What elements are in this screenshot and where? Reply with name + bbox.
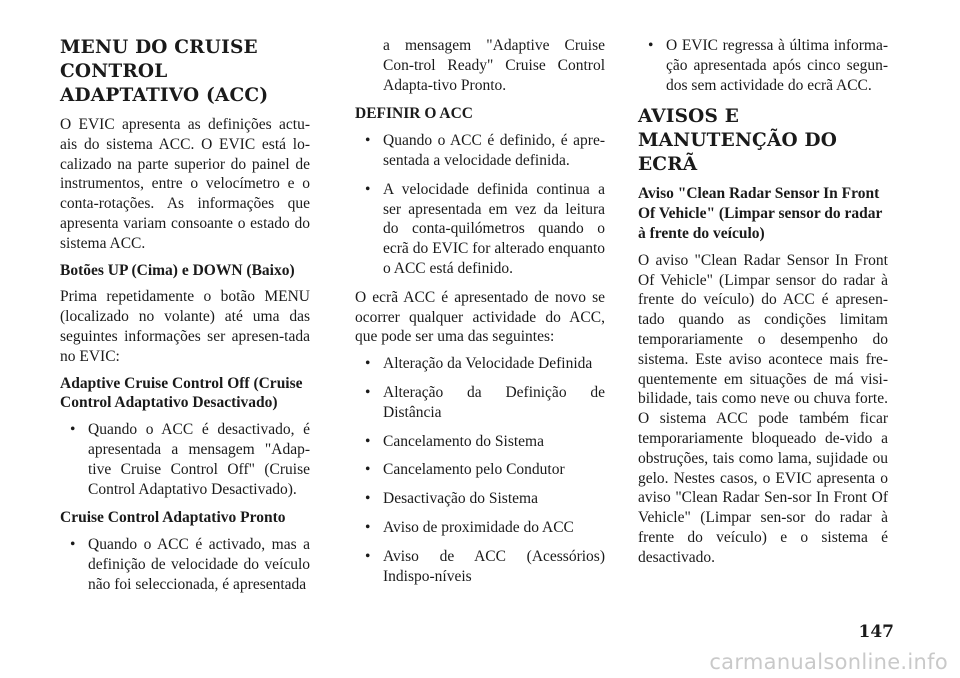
acc-activity-list [355,354,605,586]
list-item: • Alteração da Velocidade Definida [355,354,605,374]
list-item: • A velocidade definida continua a ser apresentada em vez da leitura do conta-quilómetros quando o ecrã do EVIC for alterado enquanto o ACC está definido. [355,180,605,279]
list-item: • Quando o ACC é activado, mas a definição de velocidade do veículo não foi seleccionada, é apresentada [60,535,310,594]
list-item: • O EVIC regressa à última informa-ção apresentada após cinco segun-dos sem actividade do ecrã ACC. [638,36,888,95]
evic-return-list [638,36,888,95]
set-acc-heading: DEFINIR O ACC [355,105,473,123]
column-3 [638,36,888,575]
intro-paragraph: O EVIC apresenta as definições actu-ais do sistema ACC. O EVIC está lo-calizado na parte superior do painel de instrumentos, entre o velocímetro e o conta-rotações. As informações que apresenta variam consoante o estado do sistema ACC. [60,116,310,252]
radar-warning-paragraph: O aviso "Clean Radar Sensor In Front Of Vehicle" (Limpar sensor do radar à frente do veículo) do ACC é apresen-tado quando as condições limitam temporariamente o desempenho do sistema. Este aviso acontece mais fre-quentemente em situações de má visi-bilidade, tais como neve ou chuva forte. O sistema ACC pode também ficar temporariamente bloqueado de-vido a obstruções, tais como lama, sujidade ou gelo. Nestes casos, o EVIC apresenta o aviso "Clean Radar Sen-sor In Front Of Vehicle" (Limpar sen-sor do radar à frente do veículo) e o sistema é desactivado. [638,251,888,566]
radar-warning-heading: Aviso "Clean Radar Sensor In Front Of Vehicle" (Limpar sensor do radar à frente do veículo) [638,185,883,242]
acc-off-heading: Adaptive Cruise Control Off (Cruise Control Adaptativo Desactivado) [60,374,303,412]
list-item: • Quando o ACC é definido, é apre-sentada a velocidade definida. [355,131,605,171]
acc-activity-paragraph: O ecrã ACC é apresentado de novo se ocorrer qualquer actividade do ACC, que pode ser uma das seguintes: [355,288,605,346]
list-item: • Cancelamento pelo Condutor [355,460,605,480]
watermark: carmanualsonline.info [709,650,948,674]
column-2 [355,36,605,595]
acc-ready-heading: Cruise Control Adaptativo Pronto [60,509,286,527]
acc-ready-list [60,535,310,594]
column-1 [60,36,310,604]
set-acc-list [355,131,605,279]
list-item: • Cancelamento do Sistema [355,432,605,452]
page-number: 147 [858,622,894,642]
section-title-acc-menu: MENU DO CRUISE CONTROL ADAPTATIVO (ACC) [60,37,269,106]
acc-ready-continued: a mensagem "Adaptive Cruise Con-trol Ready" Cruise Control Adapta-tivo Pronto. [383,37,605,94]
buttons-paragraph: Prima repetidamente o botão MENU (localizado no volante) até uma das seguintes informações ser apresen-tada no EVIC: [60,288,310,365]
list-item: • Desactivação do Sistema [355,489,605,509]
acc-off-list [60,420,310,499]
buttons-heading: Botões UP (Cima) e DOWN (Baixo) [60,261,295,279]
list-item: • Aviso de ACC (Acessórios) Indispo-níveis [355,547,605,587]
list-item: • Quando o ACC é desactivado, é apresentada a mensagem "Adap-tive Cruise Control Off" (Cruise Control Adaptativo Desactivado). [60,420,310,499]
section-title-warnings: AVISOS E MANUTENÇÃO DO ECRÃ [638,106,838,176]
list-item: • Aviso de proximidade do ACC [355,518,605,538]
list-item: • Alteração da Definição de Distância [355,383,605,423]
